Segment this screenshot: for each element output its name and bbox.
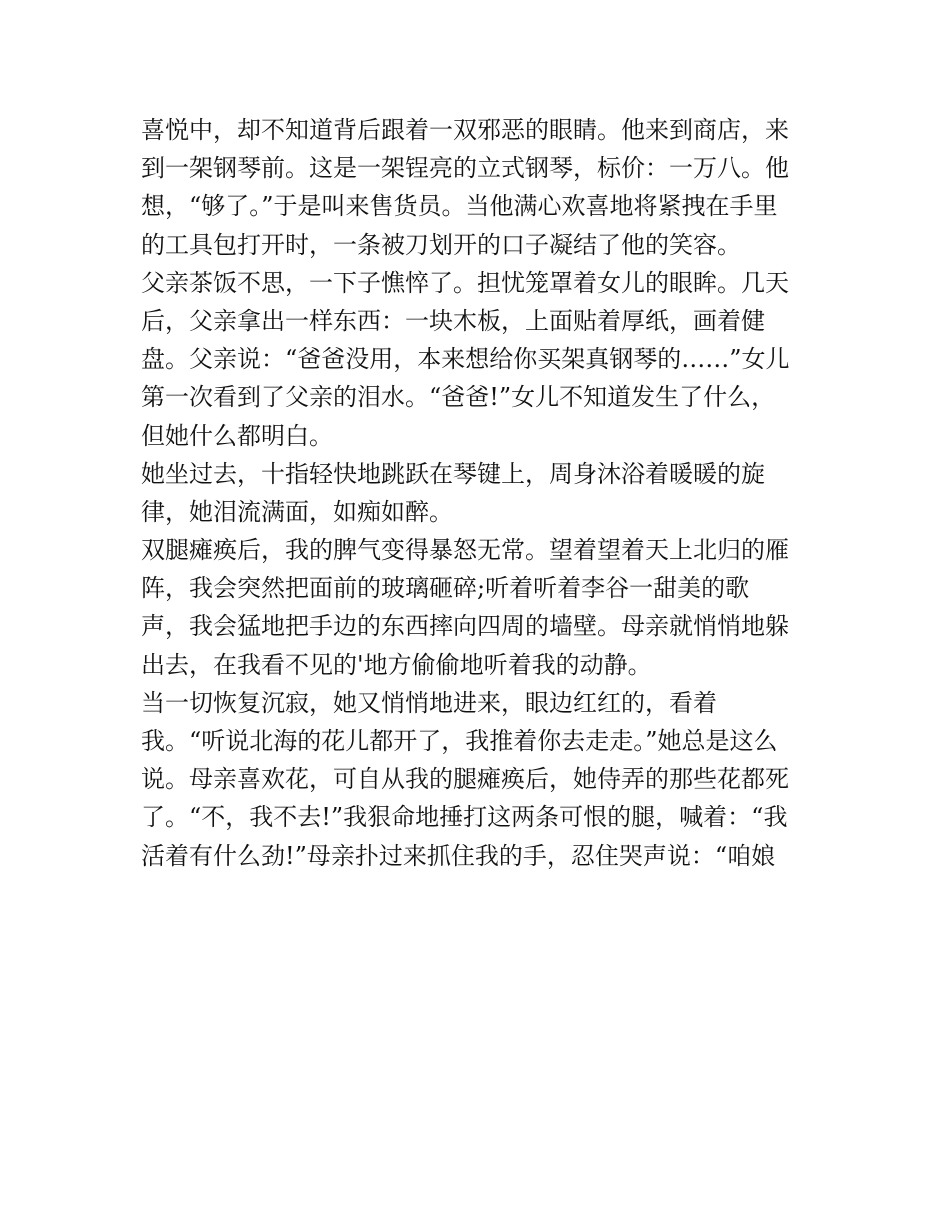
text-line: 律，她泪流满面，如痴如醉。 [141, 497, 453, 526]
text-line: 我。“听说北海的花儿都开了，我推着你去走走。”她总是这么 [141, 727, 778, 755]
text-line: 但她什么都明白。 [141, 421, 333, 450]
text-line: 声，我会猛地把手边的东西摔向四周的墙壁。母亲就悄悄地躲 [141, 612, 789, 641]
text-line: 想，“够了。”于是叫来售货员。当他满心欢喜地将紧拽在手里 [141, 192, 778, 221]
text-line: 双腿瘫痪后，我的脾气变得暴怒无常。望着望着天上北归的雁 [141, 536, 789, 565]
body-text [141, 111, 821, 875]
text-line: 当一切恢复沉寂，她又悄悄地进来，眼边红红的，看着 [141, 688, 717, 717]
text-line: 喜悦中，却不知道背后跟着一双邪恶的眼睛。他来到商店，来 [141, 116, 789, 144]
text-line: 说。母亲喜欢花，可自从我的腿瘫痪后，她侍弄的那些花都死 [141, 765, 789, 794]
text-line: 她坐过去，十指轻快地跳跃在琴键上，周身沐浴着暖暖的旋 [141, 459, 765, 488]
text-line: 盘。父亲说：“爸爸没用，本来想给你买架真钢琴的……”女儿 [141, 345, 790, 374]
text-line: 活着有什么劲!”母亲扑过来抓住我的手，忍住哭声说：“咱娘 [141, 841, 776, 870]
text-line: 到一架钢琴前。这是一架锃亮的立式钢琴，标价：一万八。他 [141, 154, 789, 183]
text-line: 第一次看到了父亲的泪水。“爸爸!”女儿不知道发生了什么， [141, 383, 776, 412]
text-line: 的工具包打开时，一条被刀划开的口子凝结了他的笑容。 [141, 230, 741, 259]
text-line: 出去，在我看不见的'地方偷偷地听着我的动静。 [141, 650, 652, 679]
text-line: 阵，我会突然把面前的玻璃砸碎;听着听着李谷一甜美的歌 [141, 574, 750, 603]
text-line: 后，父亲拿出一样东西：一块木板，上面贴着厚纸，画着健 [141, 306, 765, 335]
text-line: 父亲茶饭不思，一下子憔悴了。担忧笼罩着女儿的眼眸。几天 [141, 268, 789, 297]
text-line: 了。“不，我不去!”我狠命地捶打这两条可恨的腿，喊着：“我 [141, 803, 788, 832]
